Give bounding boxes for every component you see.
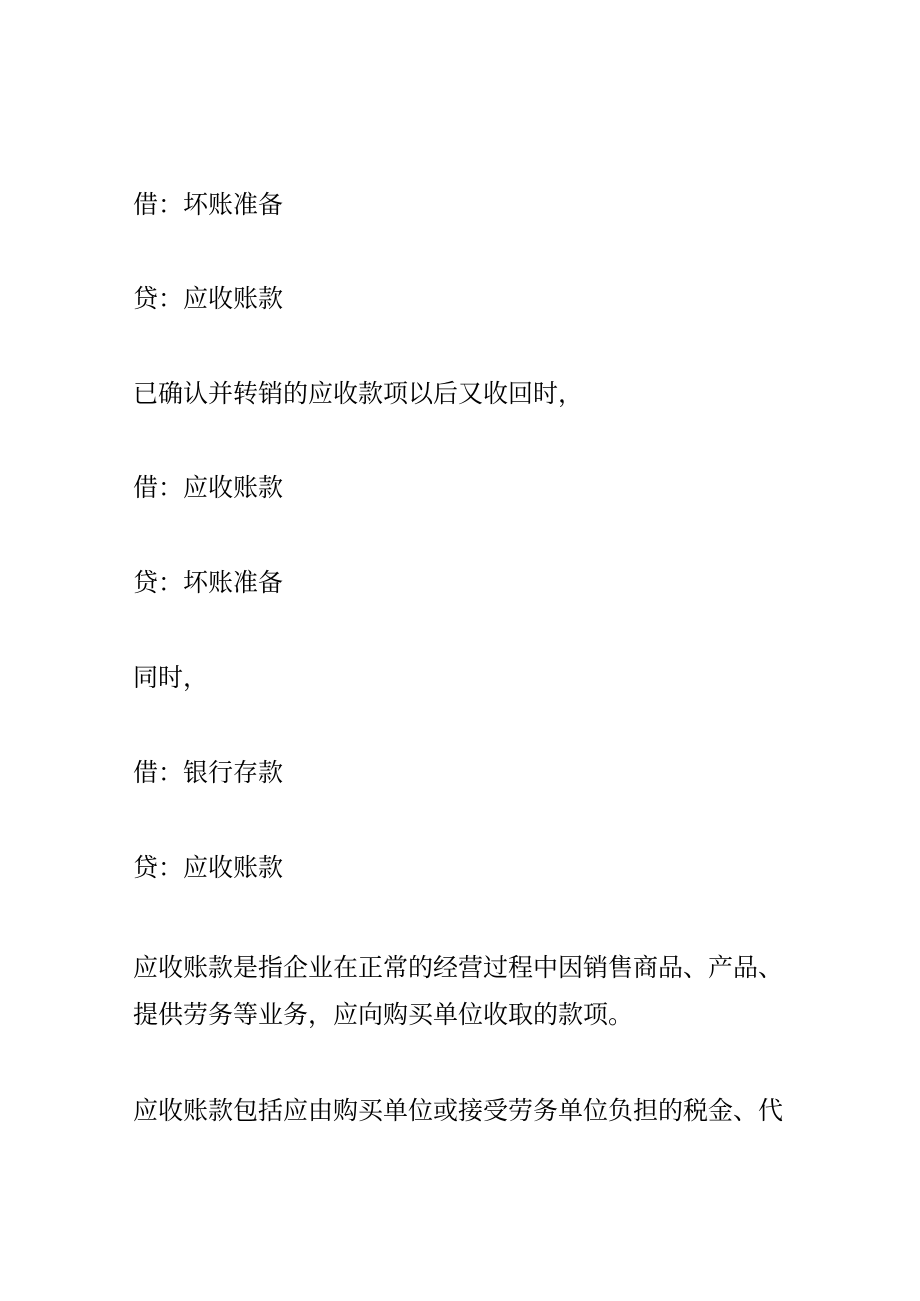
paragraph-recovery-condition: 已确认并转销的应收款项以后又收回时，: [133, 379, 584, 408]
entry-debit-accounts-receivable: 借：应收账款: [133, 473, 284, 502]
paragraph-definition-line-1: 应收账款是指企业在正常的经营过程中因销售商品、产品、: [133, 953, 784, 982]
entry-credit-accounts-receivable-2: 贷：应收账款: [133, 853, 284, 882]
entry-credit-bad-debt-reserve: 贷：坏账准备: [133, 568, 284, 597]
entry-credit-accounts-receivable: 贷：应收账款: [133, 284, 284, 313]
entry-debit-bank-deposit: 借：银行存款: [133, 758, 284, 787]
paragraph-scope-line-1: 应收账款包括应由购买单位或接受劳务单位负担的税金、代: [133, 1096, 784, 1125]
paragraph-meanwhile: 同时，: [133, 663, 209, 692]
entry-debit-bad-debt-reserve: 借：坏账准备: [133, 190, 284, 219]
paragraph-definition-line-2: 提供劳务等业务，应向购买单位收取的款项。: [133, 1000, 634, 1029]
